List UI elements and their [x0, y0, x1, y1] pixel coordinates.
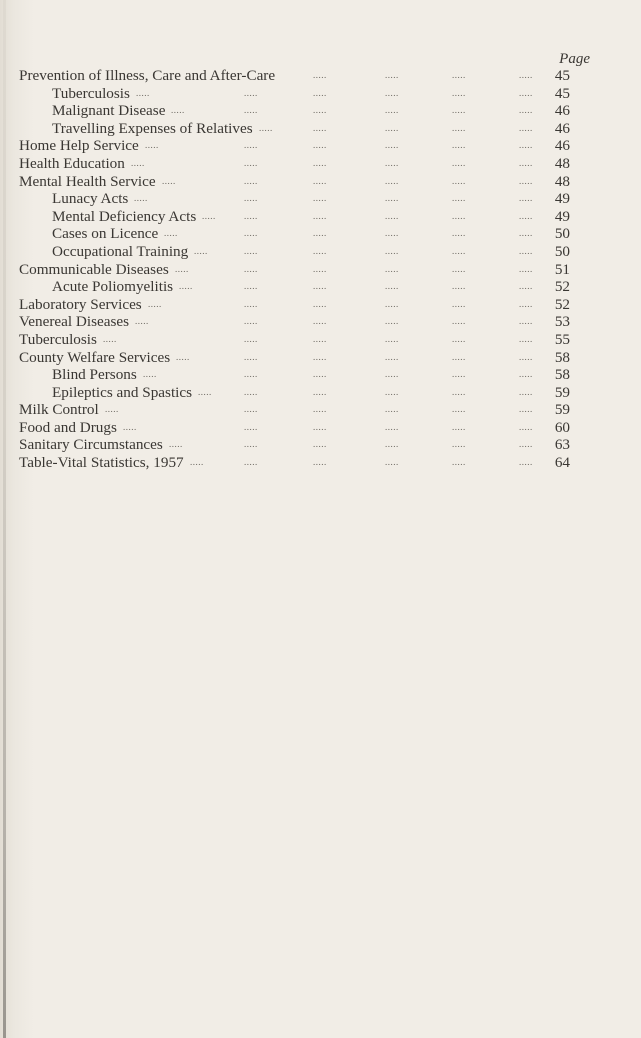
- leader-dot-group: .....: [244, 263, 258, 274]
- leader-dot-group: .....: [123, 421, 137, 432]
- toc-page-number: 52: [554, 278, 570, 296]
- leader-dot-group: .....: [385, 316, 399, 327]
- leader-dot-group: .....: [313, 333, 327, 344]
- leader-dot-group: .....: [385, 157, 399, 168]
- leader-dot-group: .....: [385, 298, 399, 309]
- leader-dot-group: .....: [313, 105, 327, 116]
- leader-dot-group: .....: [164, 228, 178, 239]
- toc-label: Blind Persons: [52, 366, 137, 384]
- toc-label: Travelling Expenses of Relatives: [52, 119, 253, 137]
- toc-label: Prevention of Illness, Care and After-Care: [19, 67, 276, 84]
- leader-dot-group: .....: [176, 351, 190, 362]
- leader-dot-group: .....: [244, 87, 258, 98]
- leader-dot-group: .....: [452, 281, 466, 292]
- leader-dot-group: .....: [452, 333, 466, 344]
- leader-dot-group: .....: [244, 333, 258, 344]
- leader-dot-group: .....: [519, 105, 533, 116]
- toc-label: Sanitary Circumstances: [19, 436, 163, 454]
- toc-page-number: 52: [554, 295, 570, 313]
- leader-dot-group: .....: [452, 87, 466, 98]
- toc-row: [19, 120, 579, 138]
- leader-dot-group: .....: [244, 386, 258, 397]
- leader-dot-group: .....: [452, 439, 466, 450]
- leader-dot-group: .....: [313, 70, 327, 80]
- toc-label: Laboratory Services: [19, 295, 142, 313]
- leader-dot-group: .....: [519, 245, 533, 256]
- toc-row: [19, 85, 579, 103]
- toc-label: Acute Poliomyelitis: [52, 278, 174, 296]
- toc-page-number: 58: [554, 366, 570, 384]
- leader-dot-group: .....: [198, 386, 212, 397]
- toc-row: [19, 384, 579, 402]
- toc-label: Mental Deficiency Acts: [52, 207, 197, 225]
- binding-edge: [3, 0, 6, 1038]
- leader-dot-group: .....: [313, 210, 327, 221]
- leader-dot-group: .....: [385, 263, 399, 274]
- leader-dot-group: .....: [244, 421, 258, 432]
- toc-row: [19, 225, 579, 243]
- leader-dot-group: .....: [313, 140, 327, 151]
- leader-dot-group: .....: [385, 105, 399, 116]
- leader-dot-group: .....: [313, 457, 327, 468]
- toc-page-number: 48: [554, 172, 570, 190]
- leader-dot-group: .....: [452, 369, 466, 380]
- leader-dot-group: .....: [519, 421, 533, 432]
- leader-dot-group: .....: [519, 263, 533, 274]
- leader-dot-group: .....: [103, 333, 117, 344]
- toc-row: [19, 67, 579, 85]
- toc-label: County Welfare Services: [19, 348, 171, 366]
- toc-label: Health Education: [19, 154, 125, 172]
- leader-dot-group: .....: [179, 281, 193, 292]
- toc-row: [19, 190, 579, 208]
- leader-dot-group: .....: [519, 193, 533, 204]
- leader-dot-group: .....: [519, 70, 533, 80]
- leader-dot-group: .....: [519, 281, 533, 292]
- toc-label: Cases on Licence: [52, 225, 159, 243]
- leader-dot-group: .....: [244, 157, 258, 168]
- leader-dot-group: .....: [385, 439, 399, 450]
- leader-dot-group: .....: [244, 369, 258, 380]
- leader-dot-group: .....: [452, 245, 466, 256]
- leader-dot-group: .....: [452, 193, 466, 204]
- toc-page-number: 45: [554, 67, 570, 84]
- leader-dot-group: .....: [385, 281, 399, 292]
- leader-dot-group: .....: [385, 245, 399, 256]
- leader-dot-group: .....: [519, 333, 533, 344]
- toc-page-number: 50: [554, 242, 570, 260]
- leader-dot-group: .....: [519, 457, 533, 468]
- leader-dot-group: .....: [519, 439, 533, 450]
- leader-dot-group: .....: [313, 157, 327, 168]
- leader-dot-group: .....: [313, 87, 327, 98]
- leader-dot-group: .....: [519, 210, 533, 221]
- leader-dot-group: .....: [244, 298, 258, 309]
- leader-dot-group: .....: [244, 210, 258, 221]
- toc-row: [19, 155, 579, 173]
- leader-dot-group: .....: [313, 122, 327, 133]
- leader-dot-group: .....: [385, 386, 399, 397]
- leader-dot-group: .....: [313, 245, 327, 256]
- leader-dot-group: .....: [452, 316, 466, 327]
- leader-dot-group: .....: [313, 439, 327, 450]
- toc-row: [19, 208, 579, 226]
- leader-dot-group: .....: [244, 439, 258, 450]
- toc-label: Lunacy Acts: [52, 190, 129, 208]
- toc-label: Occupational Training: [52, 242, 189, 260]
- toc-page-number: 55: [554, 330, 570, 348]
- toc-row: [19, 278, 579, 296]
- leader-dot-group: .....: [385, 122, 399, 133]
- leader-dot-group: .....: [259, 122, 273, 133]
- leader-dot-group: .....: [385, 87, 399, 98]
- leader-dot-group: .....: [171, 105, 185, 116]
- leader-dot-group: .....: [452, 228, 466, 239]
- toc-page-number: 45: [554, 84, 570, 102]
- toc-label: Communicable Diseases: [19, 260, 169, 278]
- toc-row: [19, 349, 579, 367]
- leader-dot-group: .....: [385, 228, 399, 239]
- leader-dot-group: .....: [452, 421, 466, 432]
- leader-dot-group: .....: [313, 228, 327, 239]
- toc-page-number: 46: [554, 119, 570, 137]
- leader-dot-group: .....: [519, 228, 533, 239]
- toc-page-number: 49: [554, 207, 570, 225]
- leader-dot-group: .....: [244, 351, 258, 362]
- leader-dot-group: .....: [244, 228, 258, 239]
- leader-dot-group: .....: [385, 457, 399, 468]
- leader-dot-group: .....: [313, 386, 327, 397]
- toc-label: Tuberculosis: [52, 84, 130, 102]
- leader-dot-group: .....: [194, 245, 208, 256]
- leader-dot-group: .....: [244, 193, 258, 204]
- leader-dot-group: .....: [519, 175, 533, 186]
- toc-page-number: 64: [554, 454, 570, 472]
- leader-dot-group: .....: [131, 157, 145, 168]
- table-of-contents: [19, 67, 579, 472]
- toc-row: [19, 261, 579, 279]
- leader-dot-group: .....: [313, 369, 327, 380]
- leader-dot-group: .....: [385, 333, 399, 344]
- toc-label: Food and Drugs: [19, 418, 117, 436]
- toc-row: [19, 137, 579, 155]
- leader-dot-group: .....: [143, 369, 157, 380]
- leader-dot-group: .....: [190, 457, 204, 468]
- leader-dot-group: .....: [519, 157, 533, 168]
- leader-dot-group: .....: [452, 263, 466, 274]
- leader-dot-group: .....: [452, 386, 466, 397]
- toc-page-number: 46: [554, 137, 570, 155]
- leader-dot-group: .....: [519, 316, 533, 327]
- toc-page-number: 60: [554, 418, 570, 436]
- leader-dot-group: .....: [385, 193, 399, 204]
- toc-page-number: 51: [554, 260, 570, 278]
- toc-row: [19, 454, 579, 472]
- leader-dot-group: .....: [313, 298, 327, 309]
- leader-dot-group: .....: [148, 298, 162, 309]
- leader-dot-group: .....: [385, 210, 399, 221]
- leader-dot-group: .....: [244, 105, 258, 116]
- leader-dot-group: .....: [452, 70, 466, 80]
- toc-row: [19, 296, 579, 314]
- toc-row: [19, 173, 579, 191]
- toc-label: Epileptics and Spastics: [52, 383, 193, 401]
- toc-page-number: 58: [554, 348, 570, 366]
- toc-label: Home Help Service: [19, 137, 139, 155]
- leader-dot-group: .....: [452, 210, 466, 221]
- leader-dot-group: .....: [244, 281, 258, 292]
- leader-dot-group: .....: [313, 351, 327, 362]
- leader-dot-group: .....: [162, 175, 176, 186]
- toc-row: [19, 102, 579, 120]
- leader-dot-group: .....: [313, 421, 327, 432]
- leader-dot-group: .....: [244, 245, 258, 256]
- toc-label: Mental Health Service: [19, 172, 156, 190]
- leader-dot-group: .....: [244, 404, 258, 415]
- leader-dot-group: .....: [519, 87, 533, 98]
- leader-dot-group: .....: [385, 70, 399, 80]
- leader-dot-group: .....: [519, 369, 533, 380]
- toc-row: [19, 436, 579, 454]
- leader-dot-group: .....: [135, 316, 149, 327]
- leader-dot-group: .....: [244, 457, 258, 468]
- leader-dot-group: .....: [175, 263, 189, 274]
- toc-label: Milk Control: [19, 401, 99, 419]
- toc-page-number: 46: [554, 102, 570, 120]
- toc-label: Malignant Disease: [52, 102, 166, 120]
- leader-dot-group: .....: [452, 157, 466, 168]
- leader-dot-group: .....: [385, 351, 399, 362]
- leader-dot-group: .....: [519, 386, 533, 397]
- leader-dot-group: .....: [202, 210, 216, 221]
- toc-page-number: 48: [554, 154, 570, 172]
- leader-dot-group: .....: [244, 140, 258, 151]
- toc-row: [19, 243, 579, 261]
- toc-row: [19, 366, 579, 384]
- toc-page-number: 50: [554, 225, 570, 243]
- leader-dot-group: .....: [105, 404, 119, 415]
- leader-dot-group: .....: [452, 122, 466, 133]
- leader-dot-group: .....: [385, 175, 399, 186]
- leader-dot-group: .....: [519, 122, 533, 133]
- leader-dot-group: .....: [313, 175, 327, 186]
- leader-dot-group: .....: [313, 404, 327, 415]
- toc-page-number: 49: [554, 190, 570, 208]
- toc-page-number: 59: [554, 401, 570, 419]
- leader-dot-group: .....: [136, 87, 150, 98]
- toc-label: Tuberculosis: [19, 330, 97, 348]
- leader-dot-group: .....: [452, 404, 466, 415]
- leader-dot-group: .....: [244, 175, 258, 186]
- leader-dot-group: .....: [519, 351, 533, 362]
- leader-dot-group: .....: [145, 140, 159, 151]
- toc-label: Venereal Diseases: [19, 313, 130, 331]
- page-column-header: Page: [559, 51, 590, 67]
- toc-page-number: 59: [554, 383, 570, 401]
- toc-label: Table-Vital Statistics, 1957: [19, 454, 184, 472]
- toc-page-number: 63: [554, 436, 570, 454]
- leader-dot-group: .....: [134, 193, 148, 204]
- leader-dot-group: .....: [385, 369, 399, 380]
- toc-row: [19, 419, 579, 437]
- leader-dot-group: .....: [452, 175, 466, 186]
- leader-dot-group: .....: [385, 140, 399, 151]
- leader-dot-group: .....: [519, 298, 533, 309]
- leader-dot-group: .....: [313, 316, 327, 327]
- leader-dot-group: .....: [313, 263, 327, 274]
- toc-row: [19, 401, 579, 419]
- toc-row: [19, 331, 579, 349]
- leader-dot-group: .....: [385, 404, 399, 415]
- leader-dot-group: .....: [244, 316, 258, 327]
- leader-dot-group: .....: [313, 193, 327, 204]
- leader-dot-group: .....: [452, 351, 466, 362]
- leader-dot-group: .....: [519, 140, 533, 151]
- leader-dot-group: .....: [452, 105, 466, 116]
- toc-page-number: 53: [554, 313, 570, 331]
- leader-dot-group: .....: [313, 281, 327, 292]
- leader-dot-group: .....: [452, 298, 466, 309]
- leader-dot-group: .....: [452, 457, 466, 468]
- leader-dot-group: .....: [385, 421, 399, 432]
- leader-dot-group: .....: [519, 404, 533, 415]
- leader-dot-group: .....: [169, 439, 183, 450]
- toc-row: [19, 313, 579, 331]
- leader-dot-group: .....: [452, 140, 466, 151]
